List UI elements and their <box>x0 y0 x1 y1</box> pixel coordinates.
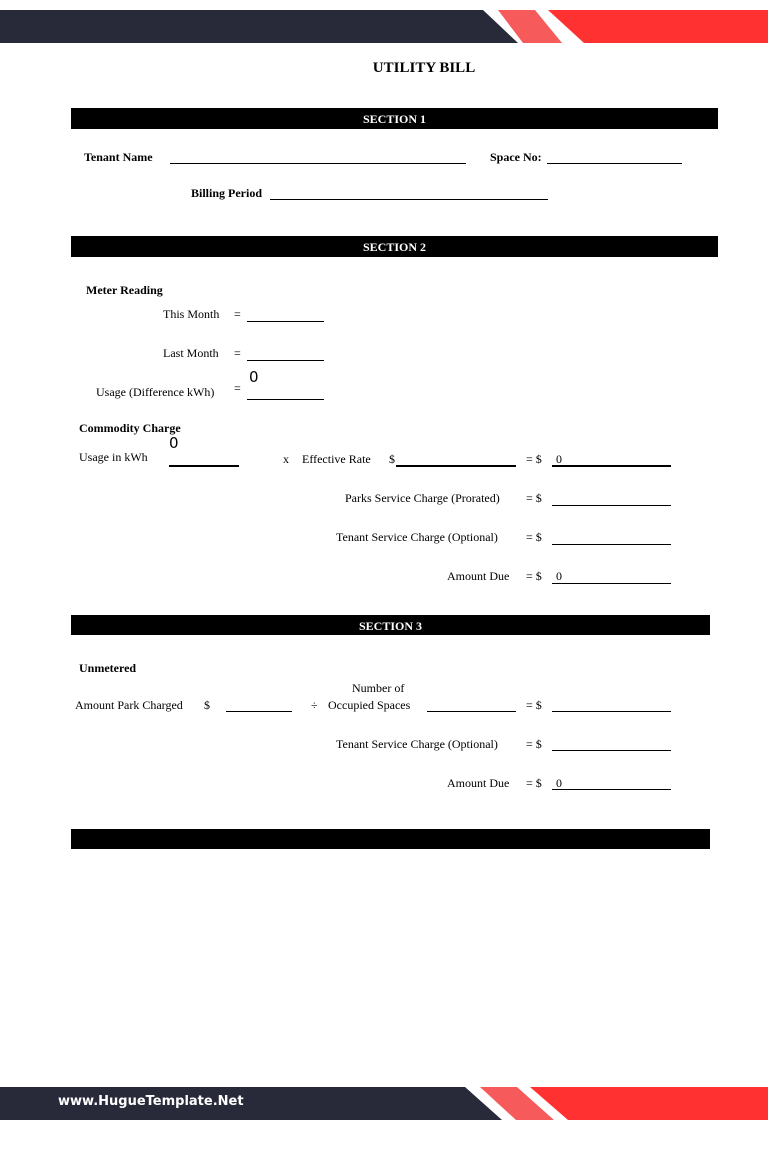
last-month-label: Last Month <box>163 346 219 360</box>
effective-rate-dollar: $ <box>389 452 395 466</box>
amount-park-dollar: $ <box>204 698 210 712</box>
s3-tenant-service-charge-label: Tenant Service Charge (Optional) <box>336 737 498 751</box>
times-sign: x <box>283 452 289 466</box>
amount-due-equals-dollar: = $ <box>526 569 542 583</box>
section-2-header: SECTION 2 <box>71 236 718 257</box>
usage-difference-value: 0 <box>249 368 259 386</box>
occupied-spaces-field[interactable] <box>427 711 516 712</box>
unmetered-equals-dollar: = $ <box>526 698 542 712</box>
parks-service-charge-field[interactable] <box>552 505 671 506</box>
space-no-field[interactable] <box>547 163 682 164</box>
commodity-charge-heading: Commodity Charge <box>79 421 181 435</box>
usage-in-kwh-label: Usage in kWh <box>79 450 148 464</box>
footer-red-stripe <box>530 1087 768 1120</box>
space-no-label: Space No: <box>490 150 542 164</box>
amount-due-value: 0 <box>556 569 562 583</box>
section-1-header: SECTION 1 <box>71 108 718 129</box>
usage-difference-equals: = <box>234 381 241 395</box>
document-title: UTILITY BILL <box>372 60 476 76</box>
footer-website-link[interactable]: www.HugueTemplate.Net <box>58 1094 244 1109</box>
s3-amount-due-equals-dollar: = $ <box>526 776 542 790</box>
last-month-equals: = <box>234 346 241 360</box>
header-red-stripe <box>548 10 768 43</box>
last-month-field[interactable] <box>247 360 324 361</box>
s3-amount-due-label: Amount Due <box>447 776 510 790</box>
parks-service-equals-dollar: = $ <box>526 491 542 505</box>
section-3-header: SECTION 3 <box>71 615 710 635</box>
tenant-service-equals-dollar: = $ <box>526 530 542 544</box>
amount-park-charged-label: Amount Park Charged <box>75 698 183 712</box>
this-month-label: This Month <box>163 307 220 321</box>
commodity-equals-dollar: = $ <box>526 452 542 466</box>
usage-difference-field[interactable] <box>247 399 324 400</box>
s3-tenant-service-charge-field[interactable] <box>552 750 671 751</box>
header-dark-stripe <box>0 10 518 43</box>
s3-tenant-service-equals-dollar: = $ <box>526 737 542 751</box>
usage-in-kwh-value: 0 <box>169 434 179 452</box>
number-of-label: Number of <box>352 681 405 695</box>
tenant-name-label: Tenant Name <box>84 150 153 164</box>
billing-period-label: Billing Period <box>191 186 263 200</box>
billing-period-field[interactable] <box>270 199 548 200</box>
commodity-charge-value: 0 <box>556 452 562 466</box>
tenant-service-charge-field[interactable] <box>552 544 671 545</box>
s3-amount-due-value: 0 <box>556 776 562 790</box>
occupied-spaces-label: Occupied Spaces <box>328 698 411 712</box>
commodity-charge-field[interactable] <box>552 465 671 467</box>
amount-park-charged-field[interactable] <box>226 711 292 712</box>
section-closing-bar <box>71 829 710 849</box>
amount-due-label: Amount Due <box>447 569 510 583</box>
usage-difference-label: Usage (Difference kWh) <box>96 385 215 399</box>
meter-reading-heading: Meter Reading <box>86 283 163 297</box>
unmetered-result-field[interactable] <box>552 711 671 712</box>
this-month-field[interactable] <box>247 321 324 322</box>
this-month-equals: = <box>234 307 241 321</box>
tenant-name-field[interactable] <box>170 163 466 164</box>
parks-service-charge-label: Parks Service Charge (Prorated) <box>345 491 500 505</box>
unmetered-heading: Unmetered <box>79 661 137 675</box>
amount-due-field[interactable] <box>552 583 671 584</box>
header-band <box>0 10 768 43</box>
header-band-graphic <box>0 10 768 43</box>
effective-rate-field[interactable] <box>396 465 516 467</box>
usage-in-kwh-field[interactable] <box>169 465 239 467</box>
tenant-service-charge-label: Tenant Service Charge (Optional) <box>336 530 498 544</box>
s3-amount-due-field[interactable] <box>552 789 671 790</box>
divide-sign: ÷ <box>311 698 318 712</box>
effective-rate-label: Effective Rate <box>302 452 371 466</box>
